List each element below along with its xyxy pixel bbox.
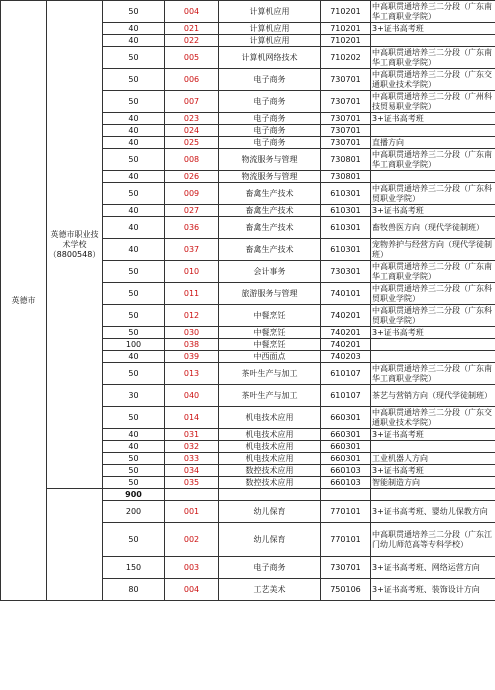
major-name-cell: 物流服务与管理 bbox=[219, 149, 321, 171]
major-name-cell: 幼儿保育 bbox=[219, 523, 321, 557]
major-name-cell: 电子商务 bbox=[219, 125, 321, 137]
remark-cell: 智能制造方向 bbox=[371, 477, 495, 489]
ministry-code-cell: 730701 bbox=[321, 69, 371, 91]
plan-count-cell: 40 bbox=[103, 137, 165, 149]
plan-count-cell: 50 bbox=[103, 69, 165, 91]
major-code-cell: 008 bbox=[165, 149, 219, 171]
major-name-cell: 数控技术应用 bbox=[219, 477, 321, 489]
ministry-code-cell: 610107 bbox=[321, 363, 371, 385]
remark-cell: 直播方向 bbox=[371, 137, 495, 149]
ministry-code-cell: 730701 bbox=[321, 113, 371, 125]
major-code-cell: 021 bbox=[165, 23, 219, 35]
major-code-cell: 014 bbox=[165, 407, 219, 429]
ministry-code-cell: 660301 bbox=[321, 441, 371, 453]
major-code-cell: 031 bbox=[165, 429, 219, 441]
plan-count-cell: 50 bbox=[103, 305, 165, 327]
plan-count-cell: 150 bbox=[103, 557, 165, 579]
plan-count-cell: 50 bbox=[103, 407, 165, 429]
ministry-code-cell: 610301 bbox=[321, 239, 371, 261]
remark-cell: 中高职贯通培养三二分段（广东江门幼儿师范高等专科学校） bbox=[371, 523, 495, 557]
major-name-cell: 幼儿保育 bbox=[219, 501, 321, 523]
remark-cell: 中高职贯通培养三二分段（广东科贸职业学院） bbox=[371, 305, 495, 327]
plan-count-cell: 50 bbox=[103, 283, 165, 305]
major-code-cell: 007 bbox=[165, 91, 219, 113]
major-code-cell: 026 bbox=[165, 171, 219, 183]
major-code-cell: 030 bbox=[165, 327, 219, 339]
major-code-cell: 038 bbox=[165, 339, 219, 351]
major-code-cell: 013 bbox=[165, 363, 219, 385]
remark-cell: 中高职贯通培养三二分段（广东南华工商职业学院） bbox=[371, 363, 495, 385]
major-name-cell: 旅游服务与管理 bbox=[219, 283, 321, 305]
plan-count-cell: 40 bbox=[103, 239, 165, 261]
remark-cell: 3+证书高考班、网络运营方向 bbox=[371, 557, 495, 579]
plan-count-cell: 50 bbox=[103, 261, 165, 283]
major-code-cell: 005 bbox=[165, 47, 219, 69]
plan-count-cell: 50 bbox=[103, 523, 165, 557]
school-name-cell: 英德市职业技术学校（8800548） bbox=[47, 1, 103, 489]
plan-count-cell: 40 bbox=[103, 113, 165, 125]
ministry-code-cell: 750106 bbox=[321, 579, 371, 601]
empty-cell bbox=[371, 489, 495, 501]
remark-cell: 3+证书高考班 bbox=[371, 113, 495, 125]
remark-cell bbox=[371, 171, 495, 183]
major-name-cell: 电子商务 bbox=[219, 91, 321, 113]
plan-count-cell: 40 bbox=[103, 125, 165, 137]
empty-cell bbox=[219, 489, 321, 501]
plan-count-cell: 40 bbox=[103, 205, 165, 217]
major-name-cell: 中西面点 bbox=[219, 351, 321, 363]
major-code-cell: 004 bbox=[165, 579, 219, 601]
major-name-cell: 中餐烹饪 bbox=[219, 339, 321, 351]
plan-count-cell: 50 bbox=[103, 327, 165, 339]
ministry-code-cell: 730701 bbox=[321, 557, 371, 579]
major-name-cell: 计算机应用 bbox=[219, 35, 321, 47]
major-name-cell: 中餐烹饪 bbox=[219, 305, 321, 327]
major-name-cell: 机电技术应用 bbox=[219, 441, 321, 453]
ministry-code-cell: 730701 bbox=[321, 137, 371, 149]
major-name-cell: 计算机网络技术 bbox=[219, 47, 321, 69]
plan-count-cell: 200 bbox=[103, 501, 165, 523]
remark-cell bbox=[371, 441, 495, 453]
major-name-cell: 计算机应用 bbox=[219, 1, 321, 23]
ministry-code-cell: 710201 bbox=[321, 23, 371, 35]
subtotal-cell: 900 bbox=[103, 489, 165, 501]
remark-cell: 中高职贯通培养三二分段（广东南华工商职业学院） bbox=[371, 149, 495, 171]
ministry-code-cell: 740203 bbox=[321, 351, 371, 363]
ministry-code-cell: 610301 bbox=[321, 205, 371, 217]
major-code-cell: 002 bbox=[165, 523, 219, 557]
plan-count-cell: 50 bbox=[103, 453, 165, 465]
major-code-cell: 033 bbox=[165, 453, 219, 465]
major-code-cell: 034 bbox=[165, 465, 219, 477]
ministry-code-cell: 740101 bbox=[321, 283, 371, 305]
remark-cell bbox=[371, 35, 495, 47]
major-code-cell: 004 bbox=[165, 1, 219, 23]
ministry-code-cell: 740201 bbox=[321, 339, 371, 351]
ministry-code-cell: 710202 bbox=[321, 47, 371, 69]
remark-cell: 畜牧兽医方向（现代学徒制班） bbox=[371, 217, 495, 239]
major-code-cell: 037 bbox=[165, 239, 219, 261]
ministry-code-cell: 730801 bbox=[321, 171, 371, 183]
ministry-code-cell: 730701 bbox=[321, 91, 371, 113]
remark-cell: 中高职贯通培养三二分段（广东科贸职业学院） bbox=[371, 183, 495, 205]
ministry-code-cell: 660103 bbox=[321, 477, 371, 489]
remark-cell: 工业机器人方向 bbox=[371, 453, 495, 465]
major-name-cell: 电子商务 bbox=[219, 113, 321, 125]
major-name-cell: 畜禽生产技术 bbox=[219, 205, 321, 217]
ministry-code-cell: 660301 bbox=[321, 407, 371, 429]
ministry-code-cell: 730301 bbox=[321, 261, 371, 283]
remark-cell: 中高职贯通培养三二分段（广东交通职业技术学院） bbox=[371, 69, 495, 91]
ministry-code-cell: 730701 bbox=[321, 125, 371, 137]
remark-cell: 中高职贯通培养三二分段（广东南华工商职业学院） bbox=[371, 1, 495, 23]
major-code-cell: 025 bbox=[165, 137, 219, 149]
major-name-cell: 物流服务与管理 bbox=[219, 171, 321, 183]
remark-cell: 茶艺与营销方向（现代学徒制班） bbox=[371, 385, 495, 407]
major-code-cell: 024 bbox=[165, 125, 219, 137]
plan-count-cell: 80 bbox=[103, 579, 165, 601]
major-code-cell: 027 bbox=[165, 205, 219, 217]
major-name-cell: 茶叶生产与加工 bbox=[219, 363, 321, 385]
major-name-cell: 畜禽生产技术 bbox=[219, 239, 321, 261]
plan-count-cell: 50 bbox=[103, 1, 165, 23]
plan-count-cell: 50 bbox=[103, 477, 165, 489]
ministry-code-cell: 610301 bbox=[321, 217, 371, 239]
plan-count-cell: 50 bbox=[103, 465, 165, 477]
ministry-code-cell: 770101 bbox=[321, 523, 371, 557]
remark-cell bbox=[371, 339, 495, 351]
plan-count-cell: 40 bbox=[103, 23, 165, 35]
major-name-cell: 电子商务 bbox=[219, 137, 321, 149]
major-code-cell: 001 bbox=[165, 501, 219, 523]
major-name-cell: 电子商务 bbox=[219, 557, 321, 579]
major-name-cell: 机电技术应用 bbox=[219, 453, 321, 465]
plan-count-cell: 100 bbox=[103, 339, 165, 351]
major-name-cell: 中餐烹饪 bbox=[219, 327, 321, 339]
plan-count-cell: 50 bbox=[103, 363, 165, 385]
plan-count-cell: 40 bbox=[103, 35, 165, 47]
remark-cell: 3+证书高考班 bbox=[371, 327, 495, 339]
empty-cell bbox=[321, 489, 371, 501]
major-code-cell: 011 bbox=[165, 283, 219, 305]
ministry-code-cell: 740201 bbox=[321, 327, 371, 339]
major-code-cell: 006 bbox=[165, 69, 219, 91]
remark-cell: 中高职贯通培养三二分段（广东科贸职业学院） bbox=[371, 283, 495, 305]
major-code-cell: 035 bbox=[165, 477, 219, 489]
ministry-code-cell: 710201 bbox=[321, 35, 371, 47]
remark-cell: 3+证书高考班 bbox=[371, 205, 495, 217]
plan-count-cell: 40 bbox=[103, 351, 165, 363]
major-name-cell: 畜禽生产技术 bbox=[219, 217, 321, 239]
major-name-cell: 数控技术应用 bbox=[219, 465, 321, 477]
remark-cell bbox=[371, 125, 495, 137]
remark-cell: 3+证书高考班 bbox=[371, 429, 495, 441]
ministry-code-cell: 710201 bbox=[321, 1, 371, 23]
major-code-cell: 010 bbox=[165, 261, 219, 283]
remark-cell: 中高职贯通培养三二分段（广东南华工商职业学院） bbox=[371, 261, 495, 283]
major-code-cell: 032 bbox=[165, 441, 219, 453]
major-code-cell: 012 bbox=[165, 305, 219, 327]
remark-cell: 3+证书高考班 bbox=[371, 23, 495, 35]
plan-count-cell: 50 bbox=[103, 91, 165, 113]
plan-count-cell: 40 bbox=[103, 429, 165, 441]
remark-cell: 宠物养护与经营方向（现代学徒制班） bbox=[371, 239, 495, 261]
plan-count-cell: 40 bbox=[103, 171, 165, 183]
ministry-code-cell: 740201 bbox=[321, 305, 371, 327]
remark-cell: 3+证书高考班、婴幼儿保教方向 bbox=[371, 501, 495, 523]
major-code-cell: 022 bbox=[165, 35, 219, 47]
remark-cell: 中高职贯通培养三二分段（广州科技贸易职业学院） bbox=[371, 91, 495, 113]
major-code-cell: 009 bbox=[165, 183, 219, 205]
table-row bbox=[1, 1, 495, 23]
major-name-cell: 机电技术应用 bbox=[219, 407, 321, 429]
major-code-cell: 040 bbox=[165, 385, 219, 407]
major-name-cell: 茶叶生产与加工 bbox=[219, 385, 321, 407]
plan-count-cell: 50 bbox=[103, 149, 165, 171]
major-name-cell: 工艺美术 bbox=[219, 579, 321, 601]
school-name-cell bbox=[47, 489, 103, 601]
major-name-cell: 会计事务 bbox=[219, 261, 321, 283]
remark-cell: 中高职贯通培养三二分段（广东交通职业技术学院） bbox=[371, 407, 495, 429]
major-code-cell: 023 bbox=[165, 113, 219, 125]
major-name-cell: 机电技术应用 bbox=[219, 429, 321, 441]
remark-cell: 3+证书高考班、装饰设计方向 bbox=[371, 579, 495, 601]
ministry-code-cell: 660103 bbox=[321, 465, 371, 477]
major-name-cell: 电子商务 bbox=[219, 69, 321, 91]
remark-cell: 3+证书高考班 bbox=[371, 465, 495, 477]
major-code-cell: 039 bbox=[165, 351, 219, 363]
empty-cell bbox=[165, 489, 219, 501]
remark-cell: 中高职贯通培养三二分段（广东南华工商职业学院） bbox=[371, 47, 495, 69]
ministry-code-cell: 730801 bbox=[321, 149, 371, 171]
city-cell: 英德市 bbox=[1, 1, 47, 601]
plan-count-cell: 30 bbox=[103, 385, 165, 407]
subtotal-row bbox=[1, 489, 495, 501]
plan-count-cell: 40 bbox=[103, 217, 165, 239]
major-name-cell: 计算机应用 bbox=[219, 23, 321, 35]
ministry-code-cell: 610301 bbox=[321, 183, 371, 205]
plan-count-cell: 40 bbox=[103, 441, 165, 453]
ministry-code-cell: 660301 bbox=[321, 429, 371, 441]
ministry-code-cell: 660301 bbox=[321, 453, 371, 465]
plan-count-cell: 50 bbox=[103, 47, 165, 69]
plan-count-cell: 50 bbox=[103, 183, 165, 205]
ministry-code-cell: 770101 bbox=[321, 501, 371, 523]
remark-cell bbox=[371, 351, 495, 363]
major-name-cell: 畜禽生产技术 bbox=[219, 183, 321, 205]
major-code-cell: 003 bbox=[165, 557, 219, 579]
ministry-code-cell: 610107 bbox=[321, 385, 371, 407]
major-code-cell: 036 bbox=[165, 217, 219, 239]
